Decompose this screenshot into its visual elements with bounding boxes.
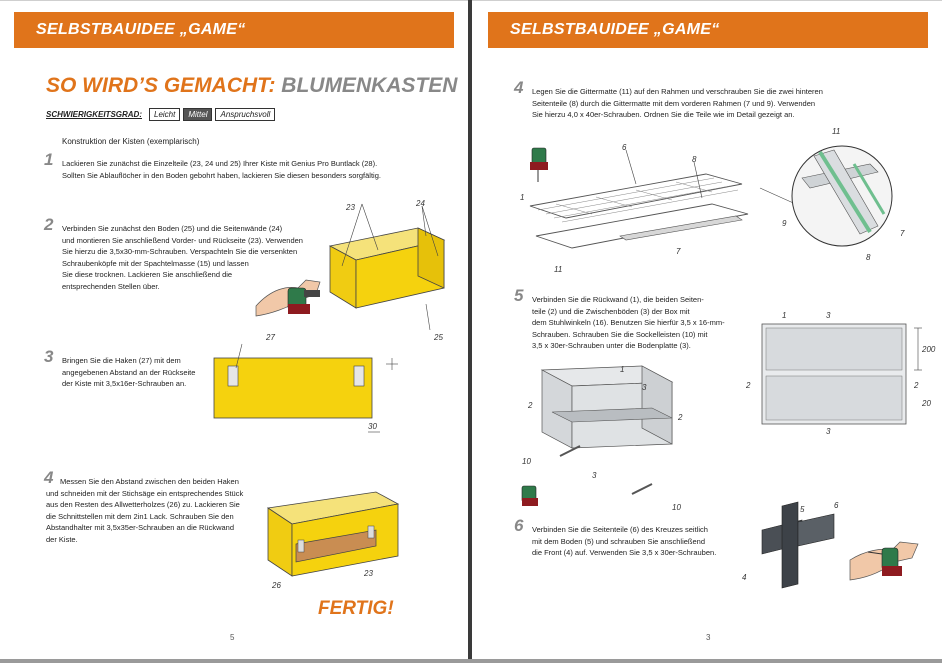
drill-battery [882,566,902,576]
hook-right [354,366,364,386]
difficulty-rating [46,108,275,121]
step-line: mit dem Boden (5) und schrauben Sie anschließend [532,536,706,546]
difficulty-label: SCHWIERIGKEITSGRAD: [46,110,142,119]
difficulty-option-medium: Mittel [183,108,212,121]
frame-bottom-border [0,659,942,663]
right-header-banner: SELBSTBAUIDEE „GAME“ [488,12,928,48]
drill-battery [530,162,548,170]
step-number: 5 [514,286,524,305]
leader-line [626,150,636,184]
part-label: 3 [642,383,647,392]
step-line: Messen Sie den Abstand zwischen den beiden Haken [60,477,239,486]
step-number: 4 [514,78,524,97]
step-number: 3 [44,347,54,366]
part-label: 3 [592,471,597,480]
part-label: 2 [528,401,533,410]
left-step-3 [44,347,212,390]
fertig-label: FERTIG! [318,598,394,619]
step-number: 2 [44,215,54,234]
grid-mat-outline [530,174,742,218]
left-step-1 [44,150,452,181]
difficulty-option-easy: Leicht [149,108,180,121]
hook-right [368,526,374,538]
step-line: angegebenen Abstand an der Rückseite [62,367,196,377]
dimension-label: 20 [922,399,931,408]
left-header-banner: SELBSTBAUIDEE „GAME“ [14,12,454,48]
part-label: 23 [364,569,373,578]
part-label: 1 [620,365,625,374]
page-title [46,74,457,98]
step-line: die Front (4) auf. Verwenden Sie 3,5 x 30er-Schrauben. [532,548,717,557]
part-label: 3 [826,427,831,436]
dimension-label: 200 [922,345,936,354]
step-line: Legen Sie die Gittermatte (11) auf den Rahmen und verschrauben Sie die zwei hinteren [532,87,823,96]
step-line: 3,5 x 30er-Schrauben unter die Bodenplatte (3). [532,341,691,350]
illustration-box-assembly [248,196,458,346]
step-line: Sollten Sie Ablauflöcher in den Boden gebohrt haben, lackieren Sie diesen besonders sorgfältig. [62,170,381,180]
frame-outline [536,204,748,248]
part-label: 1 [520,193,525,202]
hook-left [228,366,238,386]
step-line: teile (2) und die Zwischenböden (3) der Box mit [532,306,690,316]
rail-7 [620,216,742,240]
illustration-cross [742,500,932,600]
front-lower-panel [766,376,902,420]
part-label: 7 [900,229,905,238]
leader-line [426,304,430,330]
part-label: 6 [834,501,839,510]
part-label: 9 [782,219,787,228]
part-label: 10 [672,503,681,512]
step-line: der Kiste mit 3,5x16er-Schrauben an. [62,379,187,388]
part-label: 24 [416,199,425,208]
illustration-detail-circle [774,128,924,263]
page-number-right: 3 [706,633,711,642]
part-label: 11 [554,265,563,274]
part-label: 27 [266,333,275,342]
step-line: die Schnittstellen mit dem 2in1 Lack. Schrauben Sie den [46,511,234,521]
plinth-strip [632,484,652,494]
step-line: aus den Resten des Allwetterholzes (26) zu. Lackieren Sie [46,500,240,509]
grid-mat-lines [538,178,738,222]
step-line: Verbinden Sie zunächst den Boden (25) und die Seitenwände (24) [62,224,283,233]
step-line: und montieren Sie anschließend Vorder- und Rückseite (23). Verwenden [62,235,303,245]
step-line: Abstandhalter mit 3,5x35er-Schrauben an die Rückwand [46,523,235,532]
right-step-6 [514,516,742,559]
step-line: Verbinden Sie die Rückwand (1), die beiden Seiten- [532,295,704,304]
step-number: 4 [44,468,54,487]
step-line: Sie hierzu 4,0 x 40er-Schrauben. Ordnen Sie die Teile wie im Detail gezeigt an. [532,110,795,119]
step-number: 6 [514,516,524,535]
step-line: Lackieren Sie zunächst die Einzelteile (23, 24 und 25) Ihrer Kiste mit Genius Pro Buntlack (28). [62,159,378,168]
step-line: Verbinden Sie die Seitenteile (6) des Kreuzes seitlich [532,525,708,534]
right-page [472,0,942,659]
step-line: der Kiste. [46,534,78,544]
left-page [0,0,468,659]
part-label: 2 [746,381,751,390]
step-line: Seitenteile (8) durch die Gittermatte mit dem vorderen Rahmen (7 und 9). Verwenden [532,98,816,108]
illustration-open-box [522,360,722,510]
part-label: 5 [800,505,805,514]
step-line: Schrauben. Schrauben Sie die Sockelleisten (10) mit [532,329,708,339]
part-label: 11 [832,127,841,136]
drill-chuck [304,290,320,297]
plinth-strip [560,446,580,456]
illustration-back-panel [210,333,410,446]
part-label: 25 [434,333,443,342]
right-step-4 [514,78,912,121]
part-label: 26 [272,581,281,590]
part-label: 6 [622,143,627,152]
left-step-4 [44,468,276,545]
step-line: Schraubenköpfe mit der Spachtelmasse (15) und lassen [62,258,249,268]
step-line: Sie hierzu die 3,5x30-mm-Schrauben. Verspachteln Sie die versenkten [62,247,298,256]
part-label: 8 [866,253,871,262]
title-rest: BLUMENKASTEN [281,74,458,97]
step-line: dem Stuhlwinkeln (16). Benutzen Sie hierfür 3,5 x 16-mm- [532,318,725,327]
subheading: Konstruktion der Kisten (exemplarisch) [62,137,200,146]
part-label: 2 [914,381,919,390]
page-number-left: 5 [230,633,235,642]
illustration-grid-frame [516,144,786,279]
part-label: 7 [676,247,681,256]
cross-vertical [782,502,798,588]
illustration-front-view [742,310,936,436]
step-line: entsprechenden Stellen über. [62,281,160,291]
step-line: Bringen Sie die Haken (27) mit dem [62,356,181,365]
dimension-label: 30 [368,422,377,431]
difficulty-option-hard: Anspruchsvoll [215,108,275,121]
part-label: 4 [742,573,747,582]
part-label: 8 [692,155,697,164]
drill-battery [288,304,310,314]
cross-arm-right [798,514,834,546]
illustration-finished-box [258,486,408,596]
part-label: 2 [678,413,683,422]
step-line: und schneiden mit der Stichsäge ein entsprechendes Stück [46,488,244,498]
step-line: Sie diese trocknen. Lackieren Sie anschließend die [62,270,233,279]
right-step-5 [514,286,742,352]
title-accent: SO WIRD’S GEMACHT: [46,74,276,97]
drill-battery [522,498,538,506]
part-label: 23 [346,203,355,212]
step-number: 1 [44,150,54,169]
part-label: 3 [826,311,831,320]
hook-left [298,540,304,552]
part-label: 1 [782,311,787,320]
front-upper-panel [766,328,902,370]
part-label: 10 [522,457,531,466]
